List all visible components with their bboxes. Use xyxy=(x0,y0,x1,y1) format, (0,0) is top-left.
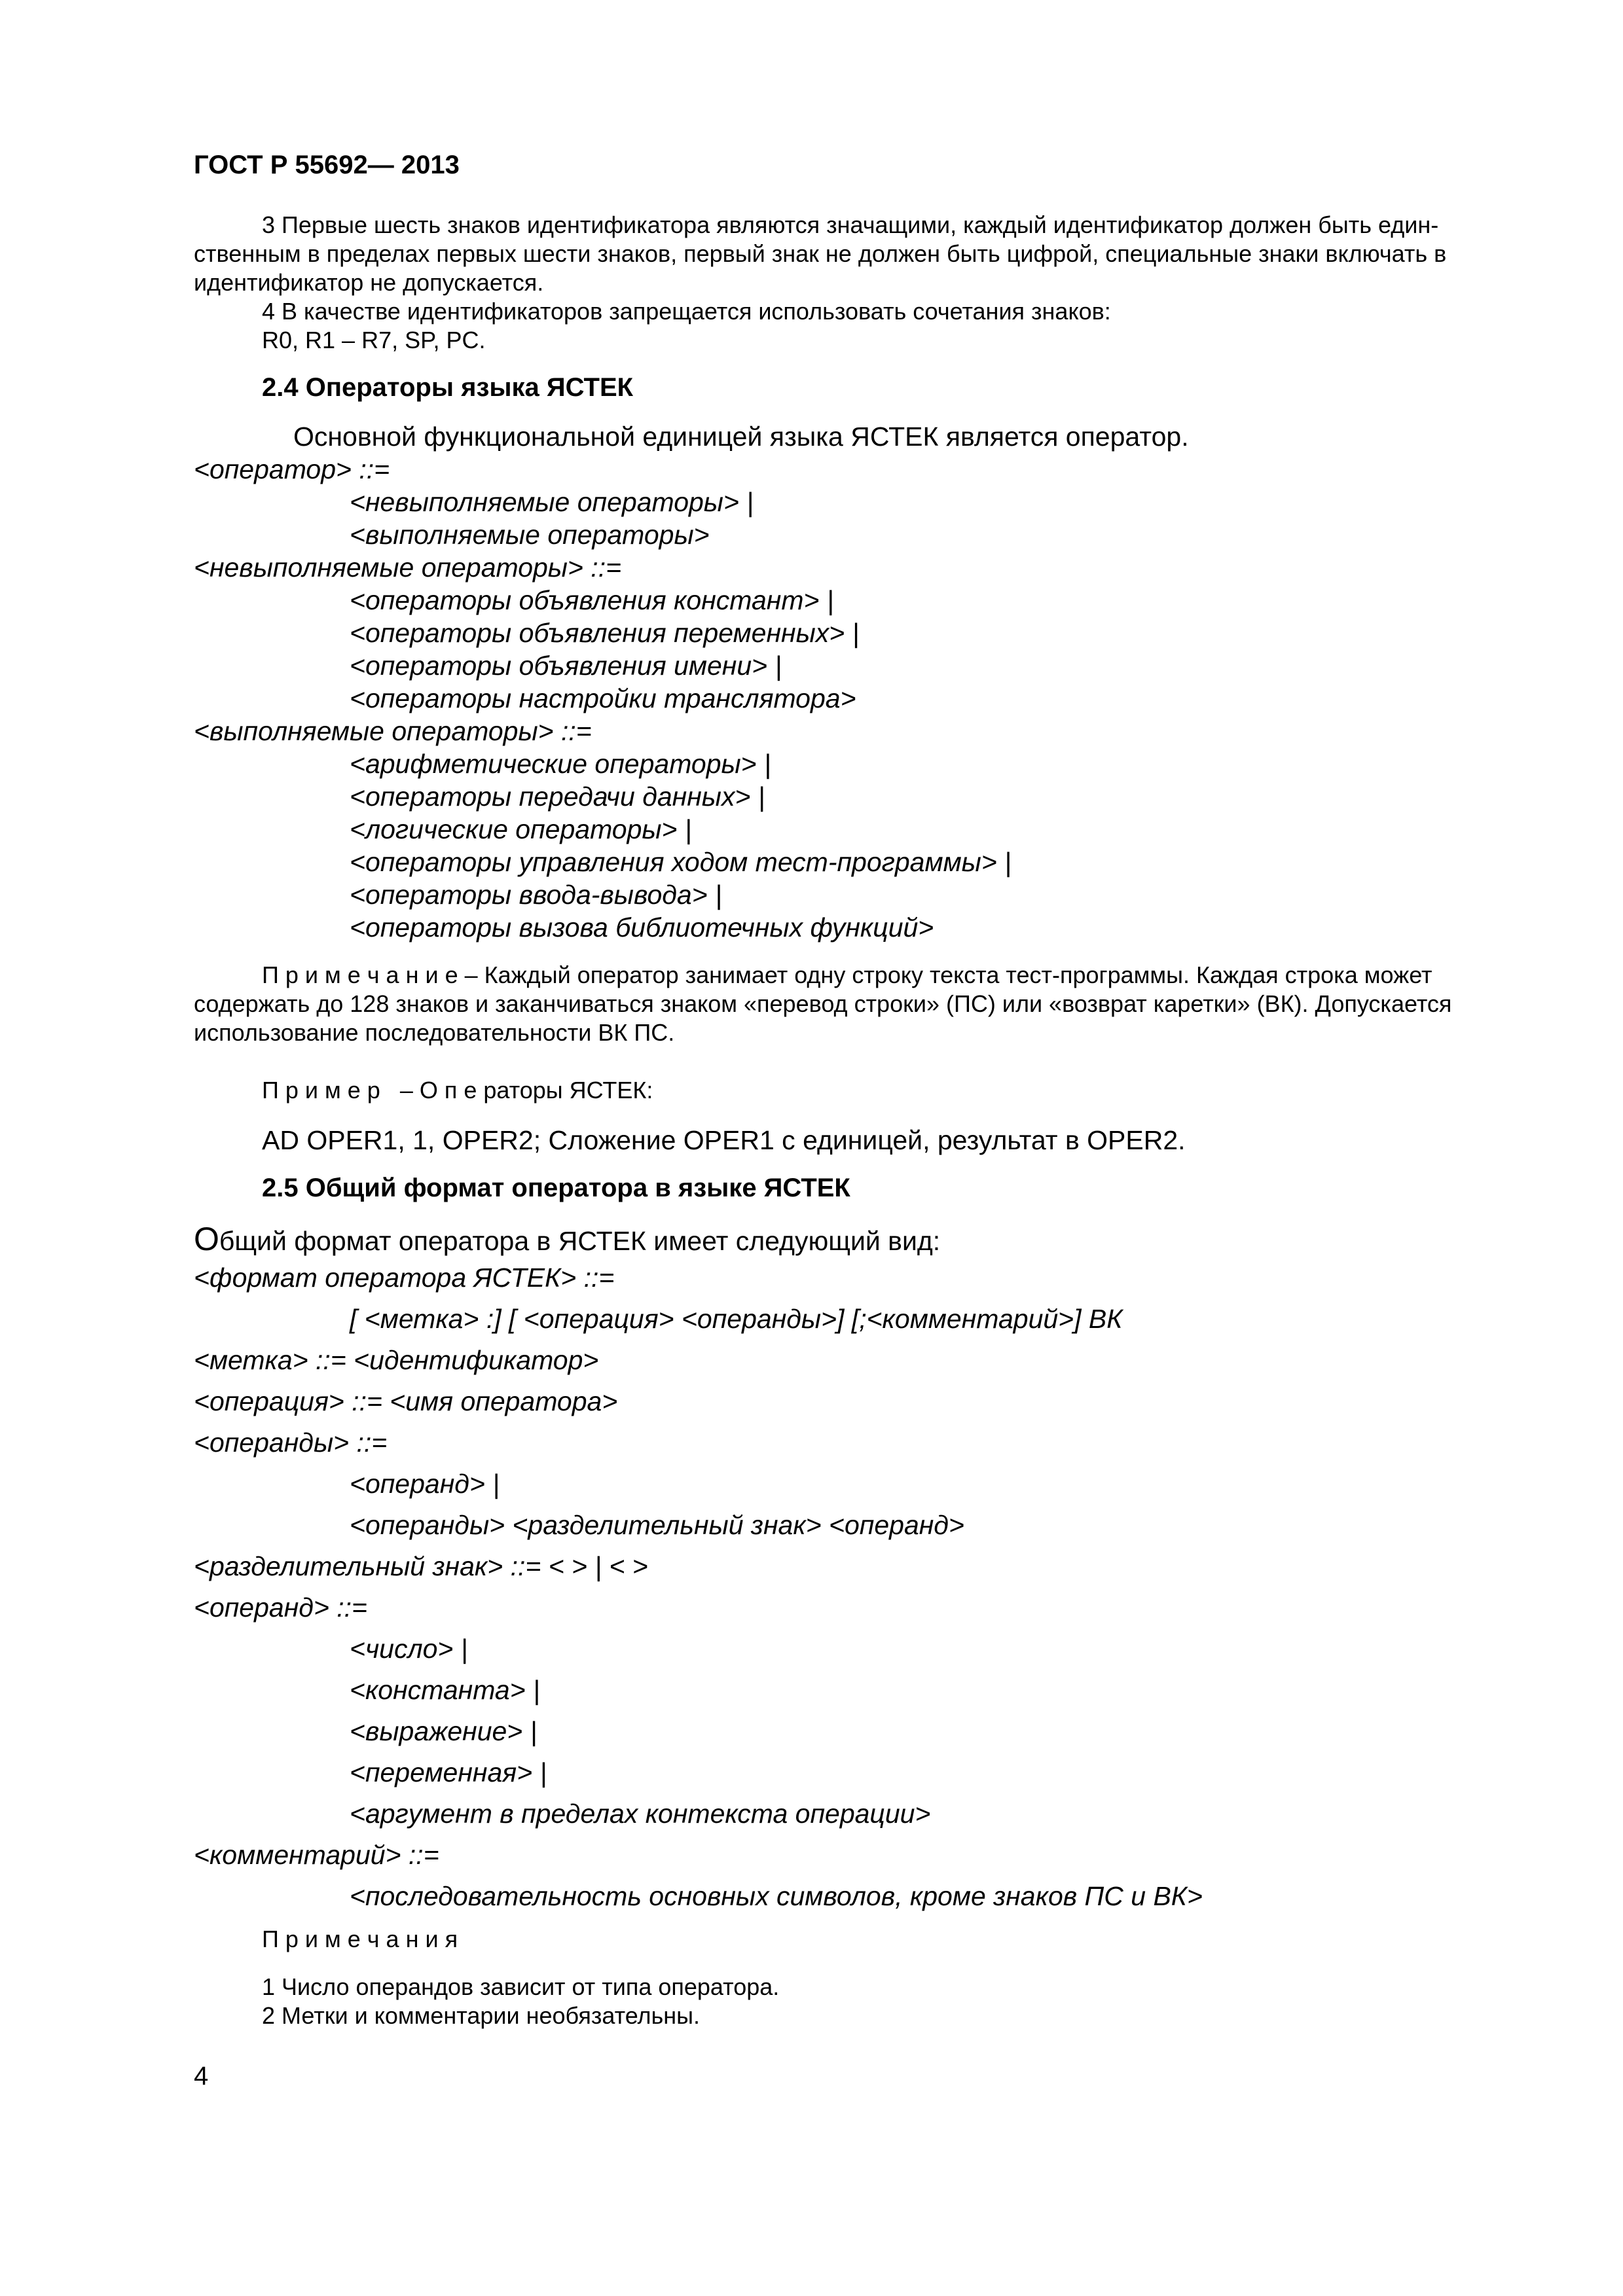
grammar-line: <переменная> | xyxy=(350,1757,547,1787)
grammar-line: <операторы ввода-вывода> | xyxy=(350,880,722,910)
grammar-line: <операнды> <разделительный знак> <операнд> xyxy=(350,1510,964,1540)
intro-initial: О xyxy=(194,1221,219,1257)
note-line: 1 Число операндов зависит от типа оператора. xyxy=(262,1973,780,2000)
grammar-line: <арифметические операторы> | xyxy=(350,749,771,779)
grammar-line: <операция> ::= <имя оператора> xyxy=(194,1386,618,1416)
note-3-line-1: 3 Первые шесть знаков идентификатора являются значащими, каждый идентификатор должен быть един- xyxy=(262,211,1439,238)
example-label: П р и м е р – О п е раторы ЯСТЕК: xyxy=(262,1077,653,1103)
grammar-line: <выполняемые операторы> ::= xyxy=(194,716,592,746)
grammar-line: <операнд> ::= xyxy=(194,1592,367,1623)
note-4-line-1: 4 В качестве идентификаторов запрещается использовать сочетания знаков: xyxy=(262,298,1111,325)
grammar-line: <невыполняемые операторы> | xyxy=(350,487,754,517)
grammar-line: <метка> ::= <идентификатор> xyxy=(194,1345,599,1375)
note-3-line-2: ственным в пределах первых шести знаков, первый знак не должен быть цифрой, специальные знаки включать в xyxy=(194,240,1447,267)
grammar-line: <константа> | xyxy=(350,1675,540,1705)
grammar-line: <аргумент в пределах контекста операции> xyxy=(350,1799,931,1829)
note-line: использование последовательности ВК ПС. xyxy=(194,1019,675,1046)
section-2-4-heading: 2.4 Операторы языка ЯСТЕК xyxy=(262,373,634,402)
note-4-line-2: R0, R1 – R7, SP, PC. xyxy=(262,327,486,353)
note-3-line-3: идентификатор не допускается. xyxy=(194,269,544,296)
grammar-line: <операнд> | xyxy=(350,1469,500,1499)
grammar-line: <операторы настройки транслятора> xyxy=(350,683,856,713)
grammar-line: <операторы управления ходом тест-программы> | xyxy=(350,847,1012,877)
grammar-line: <операторы вызова библиотечных функций> xyxy=(350,912,934,942)
grammar-line: <оператор> ::= xyxy=(194,454,390,484)
document-header: ГОСТ Р 55692— 2013 xyxy=(194,151,460,179)
grammar-line: <операторы объявления переменных> | xyxy=(350,618,860,648)
grammar-line: <операнды> ::= xyxy=(194,1427,388,1458)
grammar-line: <последовательность основных символов, кроме знаков ПС и ВК> xyxy=(350,1881,1203,1911)
grammar-line: <операторы передачи данных> | xyxy=(350,781,765,812)
grammar-line: <операторы объявления констант> | xyxy=(350,585,834,615)
grammar-line: <выполняемые операторы> xyxy=(350,520,710,550)
grammar-line: [ <метка> :] [ <операция> <операнды>] [;<комментарий>] ВК xyxy=(350,1304,1123,1334)
notes-label: П р и м е ч а н и я xyxy=(262,1926,458,1952)
example-code: AD OPER1, 1, OPER2; Сложение OPER1 с единицей, результат в OPER2. xyxy=(262,1125,1186,1155)
note-line: П р и м е ч а н и е – Каждый оператор занимает одну строку текста тест-программы. Каждая строка может xyxy=(262,961,1432,988)
grammar-line: <формат оператора ЯСТЕК> ::= xyxy=(194,1263,615,1293)
grammar-line: <логические операторы> | xyxy=(350,814,692,844)
grammar-line: <невыполняемые операторы> ::= xyxy=(194,552,622,583)
note-line: 2 Метки и комментарии необязательны. xyxy=(262,2002,701,2029)
note-line: содержать до 128 знаков и заканчиваться знаком «перевод строки» (ПС) или «возврат каретки» (ВК). Допускается xyxy=(194,990,1452,1017)
section-2-5-intro xyxy=(194,1223,940,1255)
grammar-line: <комментарий> ::= xyxy=(194,1840,439,1870)
grammar-line: <операторы объявления имени> | xyxy=(350,651,782,681)
intro-text: бщий формат оператора в ЯСТЕК имеет следующий вид: xyxy=(219,1226,941,1256)
grammar-line: <выражение> | xyxy=(350,1716,538,1746)
section-2-4-intro: Основной функциональной единицей языка ЯСТЕК является оператор. xyxy=(293,422,1189,452)
grammar-line: <число> | xyxy=(350,1634,468,1664)
section-2-5-heading: 2.5 Общий формат оператора в языке ЯСТЕК xyxy=(262,1174,850,1202)
page-number: 4 xyxy=(194,2062,209,2090)
grammar-line: <разделительный знак> ::= < > | < > xyxy=(194,1551,648,1581)
